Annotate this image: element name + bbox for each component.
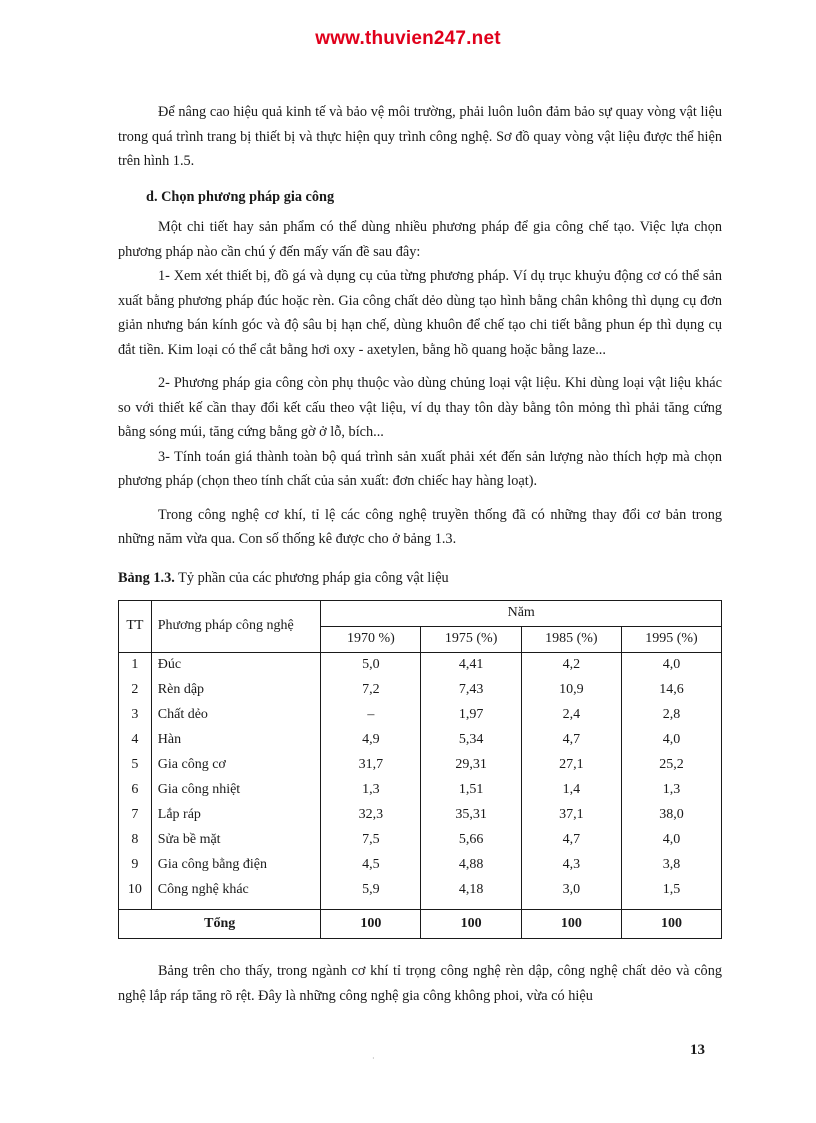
row-number: 8 <box>119 828 152 853</box>
paragraph-after-table: Bảng trên cho thấy, trong ngành cơ khí tỉ trọng công nghệ rèn dập, công nghệ chất dẻo và công nghệ lắp ráp tăng rõ rệt. Đây là những công nghệ gia công không phoi, vừa có hiệu <box>118 963 722 1004</box>
cell-1985: 3,0 <box>521 878 621 903</box>
header-tt: TT <box>119 601 152 653</box>
method-share-table <box>118 600 722 939</box>
total-label: Tổng <box>119 910 321 939</box>
cell-1995: 3,8 <box>621 853 721 878</box>
table-row <box>119 728 722 753</box>
row-number: 10 <box>119 878 152 903</box>
row-number: 6 <box>119 778 152 803</box>
row-method: Sửa bề mặt <box>151 828 321 853</box>
table-row <box>119 753 722 778</box>
row-method: Lắp ráp <box>151 803 321 828</box>
cell-1970: 7,5 <box>321 828 421 853</box>
cell-1995: 4,0 <box>621 653 721 679</box>
table-row <box>119 828 722 853</box>
paragraph-item-1: 1- Xem xét thiết bị, đồ gá và dụng cụ của từng phương pháp. Ví dụ trục khuỷu động cơ có thể sản xuất bằng phương pháp đúc hoặc rèn. Gia công chất dẻo dùng tạo hình bằng chân không thì dụng cụ đơn giản nhưng bán kính góc và độ sâu bị hạn chế, dùng khuôn để chế tạo chi tiết bằng phun ép thì dụng cụ đắt tiền. Kim loại có thể cắt bằng hơi oxy - axetylen, bằng hồ quang hoặc bằng laze... <box>118 268 722 358</box>
cell-1985: 2,4 <box>521 703 621 728</box>
cell-1985: 37,1 <box>521 803 621 828</box>
total-1985: 100 <box>521 910 621 939</box>
row-method: Gia công cơ <box>151 753 321 778</box>
row-number: 9 <box>119 853 152 878</box>
header-year-1995: 1995 (%) <box>621 627 721 653</box>
cell-1995: 2,8 <box>621 703 721 728</box>
table-row <box>119 703 722 728</box>
table-total-row <box>119 910 722 939</box>
header-method: Phương pháp công nghệ <box>151 601 321 653</box>
cell-1995: 14,6 <box>621 678 721 703</box>
row-number: 4 <box>119 728 152 753</box>
cell-1975: 5,34 <box>421 728 521 753</box>
paragraph-trend: Trong công nghệ cơ khí, tỉ lệ các công nghệ truyền thống đã có những thay đổi cơ bản trong những năm vừa qua. Con số thống kê được cho ở bảng 1.3. <box>118 506 722 547</box>
table-row <box>119 653 722 679</box>
table-row <box>119 878 722 903</box>
cell-1975: 1,97 <box>421 703 521 728</box>
table-row <box>119 853 722 878</box>
cell-1995: 1,5 <box>621 878 721 903</box>
cell-1985: 4,2 <box>521 653 621 679</box>
row-method: Rèn dập <box>151 678 321 703</box>
cell-1970: 32,3 <box>321 803 421 828</box>
cell-1975: 4,18 <box>421 878 521 903</box>
table-caption-text: Tỷ phần của các phương pháp gia công vật liệu <box>174 569 449 586</box>
paragraph-item-3: 3- Tính toán giá thành toàn bộ quá trình sản xuất phải xét đến sản lượng nào thích hợp mà chọn phương pháp (chọn theo tính chất của sản xuất: đơn chiếc hay hàng loạt). <box>118 448 722 489</box>
cell-1975: 29,31 <box>421 753 521 778</box>
header-year-1970: 1970 %) <box>321 627 421 653</box>
cell-1995: 1,3 <box>621 778 721 803</box>
cell-1970: 5,9 <box>321 878 421 903</box>
page-number: 13 <box>690 1042 705 1058</box>
cell-1975: 5,66 <box>421 828 521 853</box>
watermark-link[interactable]: www.thuvien247.net <box>315 28 501 49</box>
table-row <box>119 803 722 828</box>
header-year-1985: 1985 (%) <box>521 627 621 653</box>
cell-1975: 4,41 <box>421 653 521 679</box>
cell-1985: 1,4 <box>521 778 621 803</box>
row-number: 2 <box>119 678 152 703</box>
paragraph-choose: Một chi tiết hay sản phẩm có thể dùng nhiều phương pháp để gia công chế tạo. Việc lựa chọn phương pháp nào cần chú ý đến mấy vấn đề sau đây: <box>118 219 722 260</box>
paragraph-item-2: 2- Phương pháp gia công còn phụ thuộc vào dùng chủng loại vật liệu. Khi dùng loại vật liệu khác so với thiết kế cần thay đổi kết cấu theo vật liệu, ví dụ thay tôn dày bằng tôn mỏng thì phải tăng cứng bằng sóng múi, tăng cứng bằng gờ ở lỗ, bích... <box>118 375 722 440</box>
row-method: Đúc <box>151 653 321 679</box>
row-number: 1 <box>119 653 152 679</box>
section-heading: d. Chọn phương pháp gia công <box>146 188 335 205</box>
row-number: 3 <box>119 703 152 728</box>
header-year: Năm <box>321 601 722 627</box>
total-1975: 100 <box>421 910 521 939</box>
cell-1995: 4,0 <box>621 828 721 853</box>
cell-1985: 27,1 <box>521 753 621 778</box>
cell-1975: 1,51 <box>421 778 521 803</box>
cell-1995: 25,2 <box>621 753 721 778</box>
row-number: 5 <box>119 753 152 778</box>
cell-1970: 4,5 <box>321 853 421 878</box>
total-1970: 100 <box>321 910 421 939</box>
page-content <box>118 100 722 1008</box>
cell-1975: 35,31 <box>421 803 521 828</box>
cell-1985: 4,7 <box>521 728 621 753</box>
cell-1970: 4,9 <box>321 728 421 753</box>
table-caption <box>118 566 722 591</box>
total-1995: 100 <box>621 910 721 939</box>
cell-1985: 4,3 <box>521 853 621 878</box>
row-number: 7 <box>119 803 152 828</box>
cell-1970: 1,3 <box>321 778 421 803</box>
cell-1970: 31,7 <box>321 753 421 778</box>
cell-1985: 4,7 <box>521 828 621 853</box>
header-year-1975: 1975 (%) <box>421 627 521 653</box>
cell-1975: 7,43 <box>421 678 521 703</box>
table-caption-number: Bảng 1.3. <box>118 569 175 586</box>
table-row <box>119 778 722 803</box>
cell-1970: 5,0 <box>321 653 421 679</box>
cell-1970: 7,2 <box>321 678 421 703</box>
scan-dot: · <box>372 1054 375 1063</box>
row-method: Chất dẻo <box>151 703 321 728</box>
row-method: Gia công bằng điện <box>151 853 321 878</box>
cell-1975: 4,88 <box>421 853 521 878</box>
row-method: Gia công nhiệt <box>151 778 321 803</box>
cell-1995: 38,0 <box>621 803 721 828</box>
table-row <box>119 678 722 703</box>
cell-1995: 4,0 <box>621 728 721 753</box>
paragraph-intro: Để nâng cao hiệu quả kinh tế và bảo vệ môi trường, phải luôn luôn đảm bảo sự quay vòng vật liệu trong quá trình trang bị thiết bị và thực hiện quy trình công nghệ. Sơ đồ quay vòng vật liệu được thể hiện trên hình 1.5. <box>118 104 722 169</box>
row-method: Hàn <box>151 728 321 753</box>
row-method: Công nghệ khác <box>151 878 321 903</box>
cell-1985: 10,9 <box>521 678 621 703</box>
cell-1970: – <box>321 703 421 728</box>
